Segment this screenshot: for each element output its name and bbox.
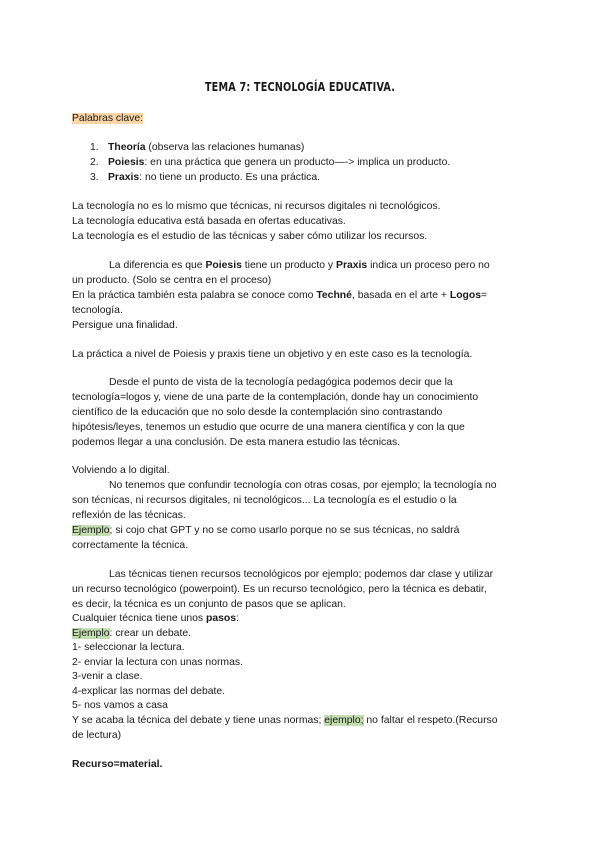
paragraph-line: tecnología=logos y, viene de una parte de la contemplación, donde hay un conocimiento	[72, 392, 479, 403]
paragraph-line: son técnicas, ni recursos digitales, ni tecnológicos... La tecnología es el estudio o la	[72, 495, 457, 506]
paragraph-line: un recurso tecnológico (powerpoint). Es un recurso tecnológico, pero la técnica es debatir,	[72, 584, 487, 595]
paragraph-line: hipótesis/leyes, tenemos un estudio que ocurre de una manera científica y con la que	[72, 422, 465, 433]
paragraph-line: correctamente la técnica.	[72, 540, 189, 551]
keywords-label-line	[72, 112, 143, 125]
paragraph-line: un producto. (Solo se centra en el proceso)	[72, 275, 272, 286]
paragraph-line: La práctica a nivel de Poiesis y praxis tiene un objetivo y en este caso es la tecnología.	[72, 349, 473, 360]
example-highlight: Ejemplo	[72, 525, 110, 536]
step-item: 5- nos vamos a casa	[72, 700, 168, 711]
keyword-item: 2. Poiesis: en una práctica que genera un producto—-> implica un producto.	[90, 157, 451, 168]
paragraph-line: Y se acaba la técnica del debate y tiene unas normas; ejemplo; no faltar el respeto.(Recurso	[72, 715, 498, 726]
paragraph-line: La tecnología educativa está basada en ofertas educativas.	[72, 216, 346, 227]
paragraph-line: Las técnicas tienen recursos tecnológicos por ejemplo; podemos dar clase y utilizar	[109, 569, 494, 580]
example-highlight: Ejemplo	[72, 628, 110, 639]
final-line: Recurso=material.	[72, 759, 163, 770]
paragraph-line: reflexión de las técnicas.	[72, 510, 186, 521]
paragraph-line: La diferencia es que Poiesis tiene un producto y Praxis indica un proceso pero no	[109, 260, 490, 271]
step-item: 2- enviar la lectura con unas normas.	[72, 657, 243, 668]
paragraph-line: científico de la educación que no solo desde la contemplación sino contrastando	[72, 407, 443, 418]
paragraph-line: La tecnología es el estudio de las técnicas y saber cómo utilizar los recursos.	[72, 231, 428, 242]
keyword-item: 3. Praxis: no tiene un producto. Es una práctica.	[90, 172, 320, 183]
paragraph-line: tecnología.	[72, 305, 123, 316]
paragraph-line: podemos llegar a una conclusión. De esta manera estudio las técnicas.	[72, 437, 401, 448]
keyword-term: Poiesis	[108, 157, 145, 168]
paragraph-line: Ejemplo; si cojo chat GPT y no se como usarlo porque no se sus técnicas, no saldrá	[72, 525, 460, 536]
paragraph-line: Ejemplo: crear un debate.	[72, 628, 191, 639]
paragraph-line: es decir, la técnica es un conjunto de pasos que se aplican.	[72, 599, 346, 610]
section-heading: Volviendo a lo digital.	[72, 465, 170, 476]
example-highlight: ejemplo;	[324, 715, 364, 726]
paragraph-line: Cualquier técnica tiene unos pasos:	[72, 613, 239, 624]
step-item: 3-venir a clase.	[72, 671, 143, 682]
page-title: TEMA 7: TECNOLOGÍA EDUCATIVA.	[204, 79, 396, 94]
keyword-term: Praxis	[108, 172, 140, 183]
keywords-label: Palabras clave:	[72, 113, 144, 124]
paragraph-line: La tecnología no es lo mismo que técnicas, ni recursos digitales ni tecnológicos.	[72, 201, 441, 212]
paragraph-line: En la práctica también esta palabra se conoce como Techné, basada en el arte + Logos=	[72, 290, 488, 301]
paragraph-line: de lectura)	[72, 730, 122, 741]
step-item: 4-explicar las normas del debate.	[72, 686, 226, 697]
step-item: 1- seleccionar la lectura.	[72, 642, 185, 653]
paragraph-line: No tenemos que confundir tecnología con otras cosas, por ejemplo; la tecnología no	[109, 480, 497, 491]
keyword-term: Theoría	[108, 142, 146, 153]
paragraph-line: Desde el punto de vista de la tecnología pedagógica podemos decir que la	[109, 377, 453, 388]
keyword-item: 1. Theoría (observa las relaciones humanas)	[90, 142, 305, 153]
paragraph-line: Persigue una finalidad.	[72, 320, 178, 331]
